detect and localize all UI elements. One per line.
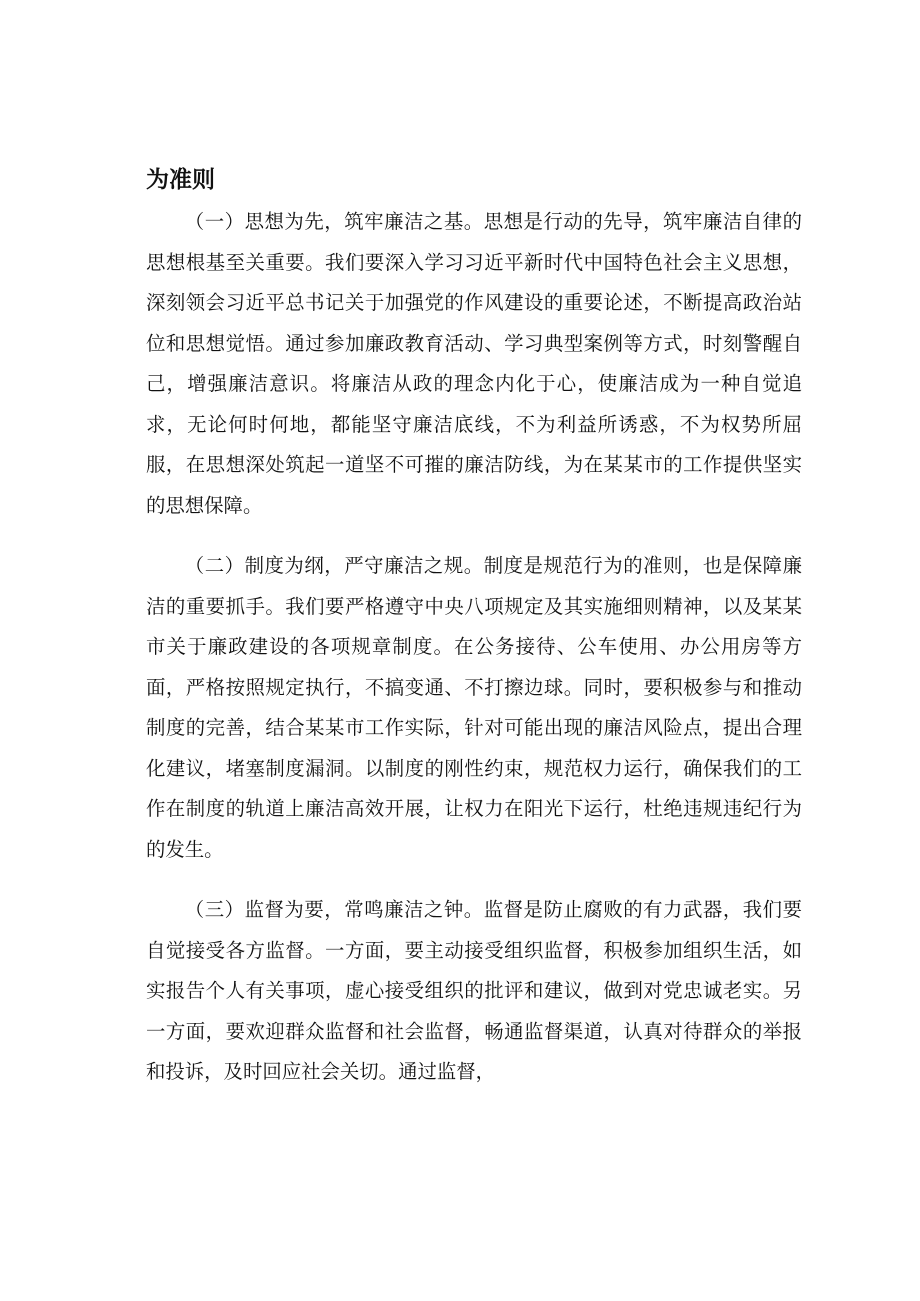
paragraph-supervision: （三）监督为要，常鸣廉洁之钟。监督是防止腐败的有力武器，我们要自觉接受各方监督。一方面，要主动接受组织监督，积极参加组织生活，如实报告个人有关事项，虚心接受组织的批评和建议，做到对党忠诚老实。另一方面，要欢迎群众监督和社会监督，畅通监督渠道，认真对待群众的举报和投诉，及时回应社会关切。通过监督， — [146, 898, 802, 1083]
document-body — [146, 158, 802, 1093]
paragraph-thought: （一）思想为先，筑牢廉洁之基。思想是行动的先导，筑牢廉洁自律的思想根基至关重要。我们要深入学习习近平新时代中国特色社会主义思想，深刻领会习近平总书记关于加强党的作风建设的重要论述，不断提高政治站位和思想觉悟。通过参加廉政教育活动、学习典型案例等方式，时刻警醒自己，增强廉洁意识。将廉洁从政的理念内化于心，使廉洁成为一种自觉追求，无论何时何地，都能坚守廉洁底线，不为利益所诱惑，不为权势所屈服，在思想深处筑起一道坚不可摧的廉洁防线，为在某某市的工作提供坚实的思想保障。 — [146, 210, 802, 517]
paragraph-system: （二）制度为纲，严守廉洁之规。制度是规范行为的准则，也是保障廉洁的重要抓手。我们要严格遵守中央八项规定及其实施细则精神，以及某某市关于廉政建设的各项规章制度。在公务接待、公车使用、办公用房等方面，严格按照规定执行，不搞变通、不打擦边球。同时，要积极参与和推动制度的完善，结合某某市工作实际，针对可能出现的廉洁风险点，提出合理化建议，堵塞制度漏洞。以制度的刚性约束，规范权力运行，确保我们的工作在制度的轨道上廉洁高效开展，让权力在阳光下运行，杜绝违规违纪行为的发生。 — [146, 554, 802, 861]
section-heading: 为准则 — [146, 167, 215, 193]
